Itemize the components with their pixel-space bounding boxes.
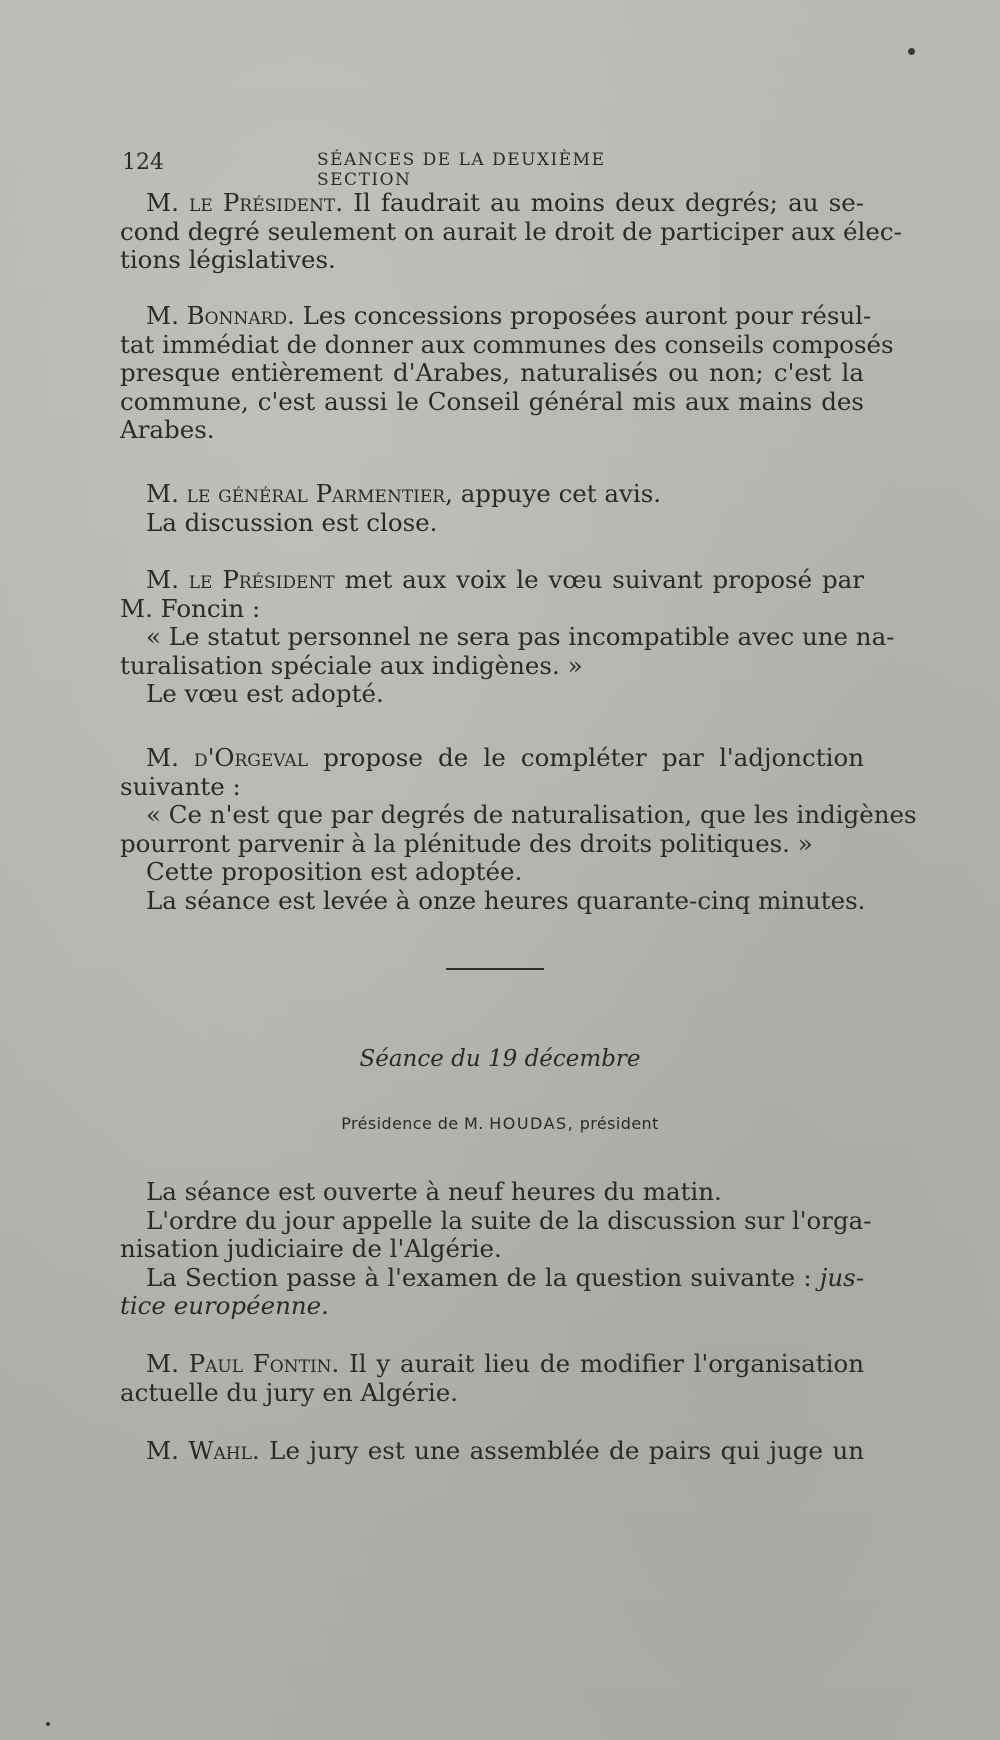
text-line: tice européenne. (120, 1291, 329, 1320)
text-line: La séance est levée à onze heures quarante-cinq minutes. (146, 885, 866, 915)
text-line: M. d'Orgeval propose de le compléter par l'adjonction (146, 743, 864, 772)
text-line: pourront parvenir à la plénitude des droits politiques. » (120, 828, 813, 858)
paragraph-wahl (120, 1437, 864, 1466)
paragraph-bonnard (120, 301, 894, 445)
text-line: L'ordre du jour appelle la suite de la discussion sur l'orga- (146, 1205, 872, 1235)
paragraph-parmentier (120, 480, 864, 537)
text-line: turalisation spéciale aux indigènes. » (120, 650, 583, 680)
paragraph-president-vote (120, 565, 895, 709)
paragraph-opening (120, 1177, 872, 1321)
text-line: La discussion est close. (146, 507, 438, 537)
speaker-name: M. Paul Fontin. (146, 1349, 340, 1378)
session-title: Séance du 19 décembre (359, 1046, 641, 1072)
presidency-line: Présidence de M. HOUDAS, président (341, 1114, 659, 1133)
text-line: La Section passe à l'examen de la question suivante : jus- (146, 1262, 864, 1292)
text-line: Arabes. (120, 415, 215, 444)
section-title: SÉANCES DE LA DEUXIÈME SECTION (317, 150, 606, 190)
text-line: actuelle du jury en Algérie. (120, 1377, 458, 1407)
text-line: M. le général Parmentier, appuye cet avis. (146, 479, 662, 508)
speaker-name: M. le Président (146, 565, 335, 594)
text-line: Cette proposition est adoptée. (146, 857, 523, 886)
section-divider (446, 968, 544, 970)
text-line: M. le Président. Il faudrait au moins deux degrés; au se- (146, 188, 864, 217)
speaker-name: M. d'Orgeval (146, 743, 308, 772)
text-line: « Ce n'est que par degrés de naturalisation, que les indigènes (146, 800, 917, 829)
ink-speck (908, 48, 915, 55)
text-line: M. le Président met aux voix le vœu suivant proposé par (146, 565, 864, 594)
speaker-name: M. le Président. (146, 188, 344, 217)
president-name: HOUDAS, (489, 1114, 575, 1133)
text-line: commune, c'est aussi le Conseil général mis aux mains des (120, 386, 864, 416)
paragraph-fontin (120, 1350, 864, 1407)
text-line: « Le statut personnel ne sera pas incompatible avec une na- (146, 622, 895, 651)
page-number: 124 (122, 150, 164, 175)
text-line: Le vœu est adopté. (146, 679, 384, 708)
text-line: M. Wahl. Le jury est une assemblée de pairs qui juge un (146, 1436, 864, 1465)
text-line: nisation judiciaire de l'Algérie. (120, 1234, 502, 1263)
speaker-name: M. le général Parmentier, (146, 479, 453, 508)
text-line: cond degré seulement on aurait le droit de participer aux élec- (120, 216, 902, 246)
ink-speck (46, 1722, 50, 1726)
text-line: tions législatives. (120, 245, 336, 274)
text-line: presque entièrement d'Arabes, naturalisés ou non; c'est la (120, 358, 864, 387)
speaker-name: M. Bonnard. (146, 301, 295, 330)
text-line: M. Foncin : (120, 593, 261, 623)
text-line: suivante : (120, 771, 241, 801)
text-line: M. Bonnard. Les concessions proposées auront pour résul- (146, 301, 872, 330)
text-line: tat immédiat de donner aux communes des conseils composés (120, 329, 894, 359)
text-line: La séance est ouverte à neuf heures du matin. (146, 1177, 722, 1206)
speaker-name: M. Wahl. (146, 1436, 260, 1465)
paragraph-orgeval (120, 743, 917, 915)
paragraph-president-degrees (120, 188, 902, 275)
running-head (122, 150, 682, 190)
text-line: M. Paul Fontin. Il y aurait lieu de modifier l'organisation (146, 1349, 864, 1378)
